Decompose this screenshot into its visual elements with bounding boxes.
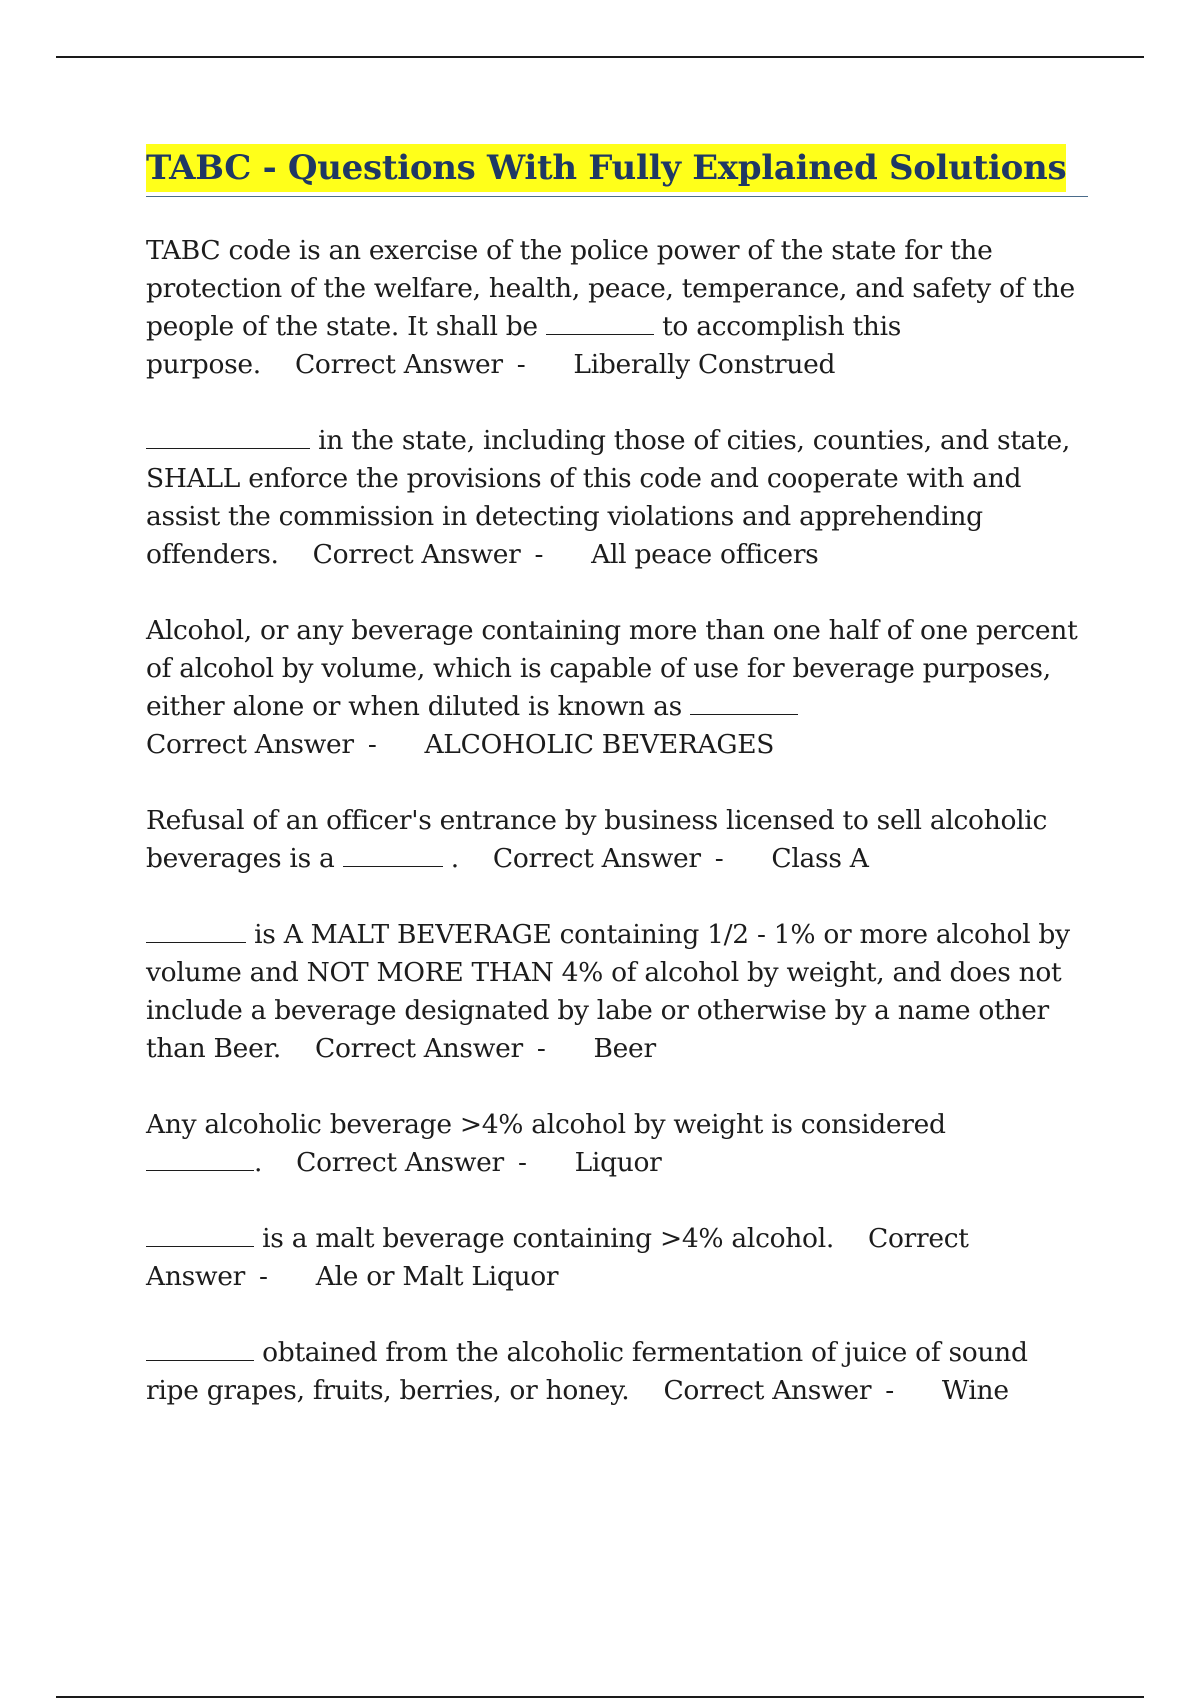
question-item	[146, 1106, 1086, 1182]
question-text: is A MALT BEVERAGE containing 1/2 - 1% or more alcohol by volume and NOT MORE THAN 4% of alcohol by weight, and does not include a beverage designated by labe or otherwise by a name other than Beer.	[146, 919, 1070, 1064]
correct-answer-label: Correct Answer	[146, 729, 354, 760]
correct-answer-label: Correct Answer	[663, 1375, 872, 1406]
bottom-rule	[56, 1696, 1144, 1698]
question-text: TABC code is an exercise of the police power of the state for the protection of the welfare, health, peace, temperance, and safety of the people of the state. It shall be	[146, 235, 1075, 342]
correct-answer-label: Correct Answer	[146, 1223, 969, 1292]
answer-blank	[146, 920, 246, 943]
question-item	[146, 1334, 1086, 1410]
question-text: obtained from the alcoholic fermentation of juice of sound ripe grapes, fruits, berries, or honey.	[146, 1337, 1028, 1406]
answer-text: Class A	[771, 843, 869, 874]
answer-text: Liquor	[574, 1147, 662, 1178]
question-text-after: .	[450, 843, 459, 874]
question-text-after: .	[254, 1147, 263, 1178]
correct-answer-label: Correct Answer	[312, 539, 521, 570]
question-text: in the state, including those of cities, counties, and state, SHALL enforce the provisions of this code and cooperate with and assist the commission in detecting violations and apprehending offenders.	[146, 425, 1071, 570]
top-rule	[56, 56, 1144, 58]
correct-answer-label: Correct Answer	[492, 843, 701, 874]
question-item	[146, 232, 1086, 384]
answer-blank	[690, 692, 798, 715]
question-item	[146, 802, 1086, 878]
question-text-after: to accomplish this purpose.	[146, 311, 902, 380]
answer-separator: -	[885, 1375, 894, 1406]
answer-separator: -	[536, 1033, 546, 1064]
question-text: Refusal of an officer's entrance by business licensed to sell alcoholic beverages is a	[146, 805, 1048, 874]
answer-separator: -	[714, 843, 724, 874]
answer-separator: -	[367, 729, 377, 760]
question-item	[146, 1220, 1086, 1296]
correct-answer-label: Correct Answer	[315, 1033, 523, 1064]
question-item	[146, 422, 1086, 574]
question-list	[146, 232, 1086, 1448]
question-text: Any alcoholic beverage >4% alcohol by weight is considered	[146, 1109, 946, 1140]
question-item	[146, 916, 1086, 1068]
question-item	[146, 612, 1086, 764]
answer-blank	[146, 1338, 254, 1361]
answer-blank	[546, 312, 654, 335]
answer-separator: -	[534, 539, 544, 570]
answer-blank	[343, 844, 443, 867]
question-text: Alcohol, or any beverage containing more than one half of one percent of alcohol by volume, which is capable of use for beverage purposes, either alone or when diluted is known as	[146, 615, 1078, 722]
answer-text: ALCOHOLIC BEVERAGES	[424, 729, 775, 760]
page-title: TABC - Questions With Fully Explained Solutions	[146, 144, 1066, 192]
answer-text: Ale or Malt Liquor	[315, 1261, 559, 1292]
answer-separator: -	[516, 349, 526, 380]
question-text: is a malt beverage containing >4% alcohol.	[262, 1223, 835, 1254]
correct-answer-label: Correct Answer	[294, 349, 503, 380]
answer-separator: -	[517, 1147, 527, 1178]
answer-text: Beer	[593, 1033, 656, 1064]
answer-text: Wine	[941, 1375, 1009, 1406]
answer-text: Liberally Construed	[573, 349, 836, 380]
answer-blank	[146, 1148, 254, 1171]
title-block	[146, 144, 1088, 197]
answer-separator: -	[259, 1261, 268, 1292]
correct-answer-label: Correct Answer	[296, 1147, 504, 1178]
answer-blank	[146, 1224, 254, 1247]
answer-blank	[146, 426, 310, 449]
answer-text: All peace officers	[591, 539, 819, 570]
